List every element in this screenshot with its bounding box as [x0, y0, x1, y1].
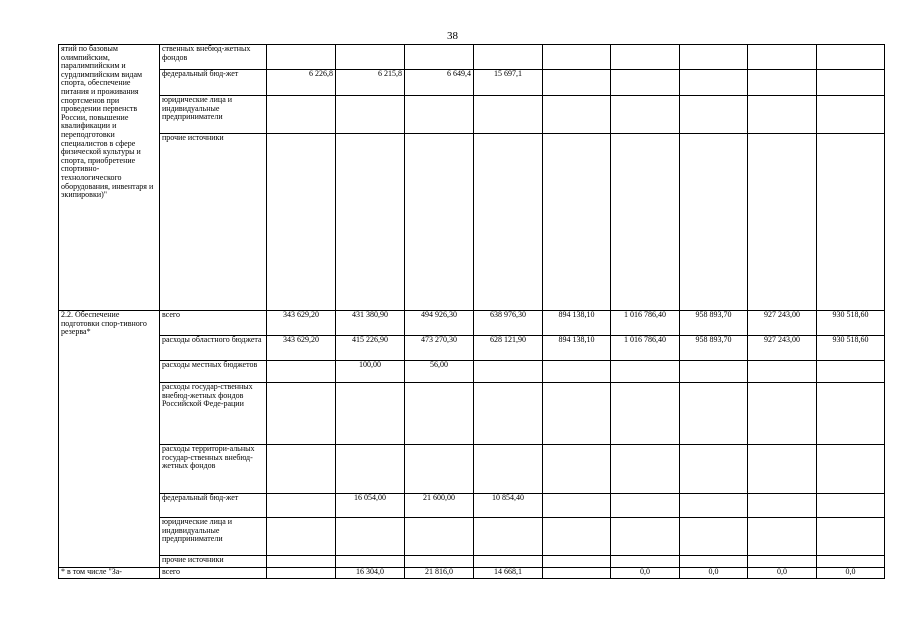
- value-cell: [474, 96, 543, 134]
- value-cell: 16 304,0: [336, 568, 405, 579]
- source-cell: расходы территори-альных государ-ственных внебюд-жетных фондов: [160, 445, 267, 494]
- source-cell: прочие источники: [160, 556, 267, 568]
- value-cell: 1 016 786,40: [611, 311, 680, 336]
- value-cell: [611, 134, 680, 311]
- value-cell: [543, 134, 611, 311]
- value-cell: 415 226,90: [336, 336, 405, 361]
- table-row: [59, 556, 885, 568]
- value-cell: [336, 96, 405, 134]
- value-cell: [336, 134, 405, 311]
- value-cell: [336, 518, 405, 556]
- value-cell: 1 016 786,40: [611, 336, 680, 361]
- value-cell: 930 518,60: [817, 336, 885, 361]
- value-cell: [680, 383, 748, 445]
- value-cell: 628 121,90: [474, 336, 543, 361]
- value-cell: [680, 96, 748, 134]
- table-row: [59, 96, 885, 134]
- value-cell: [405, 518, 474, 556]
- value-cell: [543, 361, 611, 383]
- value-cell: [543, 96, 611, 134]
- value-cell: [543, 70, 611, 96]
- value-cell: 21 816,0: [405, 568, 474, 579]
- value-cell: 0,0: [817, 568, 885, 579]
- source-cell: расходы областного бюджета: [160, 336, 267, 361]
- source-cell: расходы государ-ственных внебюд-жетных фондов Российской Феде-рации: [160, 383, 267, 445]
- value-cell: [748, 70, 817, 96]
- value-cell: [543, 518, 611, 556]
- value-cell: 894 138,10: [543, 336, 611, 361]
- table-row: [59, 336, 885, 361]
- table-row: [59, 134, 885, 311]
- value-cell: [267, 556, 336, 568]
- value-cell: [817, 445, 885, 494]
- value-cell: [336, 383, 405, 445]
- value-cell: 431 380,90: [336, 311, 405, 336]
- value-cell: 16 054,00: [336, 494, 405, 518]
- value-cell: [543, 556, 611, 568]
- value-cell: 927 243,00: [748, 336, 817, 361]
- value-cell: [267, 494, 336, 518]
- table-row: [59, 361, 885, 383]
- source-cell: всего: [160, 568, 267, 579]
- value-cell: [474, 383, 543, 445]
- source-cell: федеральный бюд-жет: [160, 70, 267, 96]
- value-cell: [817, 134, 885, 311]
- value-cell: [543, 445, 611, 494]
- value-cell: [405, 383, 474, 445]
- value-cell: 343 629,20: [267, 336, 336, 361]
- value-cell: [680, 518, 748, 556]
- value-cell: [817, 556, 885, 568]
- value-cell: 343 629,20: [267, 311, 336, 336]
- value-cell: [680, 70, 748, 96]
- value-cell: [405, 45, 474, 70]
- value-cell: [405, 134, 474, 311]
- budget-table: [58, 44, 885, 579]
- source-cell: расходы местных бюджетов: [160, 361, 267, 383]
- value-cell: [474, 518, 543, 556]
- value-cell: [405, 96, 474, 134]
- source-cell: ственных внебюд-жетных фондов: [160, 45, 267, 70]
- value-cell: 6 215,8: [336, 70, 405, 96]
- value-cell: [748, 96, 817, 134]
- program-name-cell: ятий по базовым олимпийским, паралимпийским и сурдлимпийским видам спорта, обеспечение питания и проживания спортсменов при проведении первенств России, повышение квалификации и переподготовки специалистов в сфере физической культуры и спорта, приобретение спортивно-технологического оборудования, инвентаря и экипировки)": [59, 45, 160, 311]
- source-cell: всего: [160, 311, 267, 336]
- value-cell: [543, 45, 611, 70]
- table-row: [59, 494, 885, 518]
- value-cell: [817, 361, 885, 383]
- value-cell: 638 976,30: [474, 311, 543, 336]
- value-cell: 21 600,00: [405, 494, 474, 518]
- value-cell: 894 138,10: [543, 311, 611, 336]
- value-cell: [611, 518, 680, 556]
- table-row: [59, 445, 885, 494]
- value-cell: [680, 494, 748, 518]
- value-cell: [748, 361, 817, 383]
- value-cell: 927 243,00: [748, 311, 817, 336]
- value-cell: [267, 383, 336, 445]
- value-cell: 56,00: [405, 361, 474, 383]
- value-cell: 6 226,8: [267, 70, 336, 96]
- value-cell: [611, 383, 680, 445]
- value-cell: [611, 70, 680, 96]
- value-cell: [474, 134, 543, 311]
- value-cell: [748, 494, 817, 518]
- value-cell: 0,0: [680, 568, 748, 579]
- value-cell: [267, 518, 336, 556]
- value-cell: [817, 96, 885, 134]
- value-cell: [543, 568, 611, 579]
- table-row: [59, 518, 885, 556]
- program-name-cell: * в том числе "За-: [59, 568, 160, 579]
- value-cell: [680, 361, 748, 383]
- value-cell: [267, 445, 336, 494]
- value-cell: [543, 494, 611, 518]
- program-name-cell: 2.2. Обеспечение подготовки спор-тивного резерва*: [59, 311, 160, 568]
- table-row: [59, 45, 885, 70]
- value-cell: [474, 361, 543, 383]
- value-cell: [611, 96, 680, 134]
- value-cell: [405, 445, 474, 494]
- value-cell: [748, 45, 817, 70]
- source-cell: юридические лица и индивидуальные предприниматели: [160, 96, 267, 134]
- source-cell: прочие источники: [160, 134, 267, 311]
- value-cell: [611, 556, 680, 568]
- value-cell: [817, 494, 885, 518]
- value-cell: [748, 445, 817, 494]
- value-cell: [611, 445, 680, 494]
- value-cell: 100,00: [336, 361, 405, 383]
- value-cell: [336, 556, 405, 568]
- value-cell: 0,0: [748, 568, 817, 579]
- value-cell: [680, 556, 748, 568]
- value-cell: [336, 45, 405, 70]
- value-cell: [474, 445, 543, 494]
- table-row: [59, 383, 885, 445]
- value-cell: [611, 45, 680, 70]
- value-cell: 10 854,40: [474, 494, 543, 518]
- value-cell: [267, 96, 336, 134]
- value-cell: [543, 383, 611, 445]
- value-cell: 473 270,30: [405, 336, 474, 361]
- value-cell: [748, 556, 817, 568]
- table-row: [59, 568, 885, 579]
- value-cell: 494 926,30: [405, 311, 474, 336]
- value-cell: [405, 556, 474, 568]
- page-number: 38: [447, 30, 458, 42]
- value-cell: [611, 361, 680, 383]
- value-cell: [267, 45, 336, 70]
- value-cell: [817, 45, 885, 70]
- value-cell: [267, 134, 336, 311]
- value-cell: [817, 383, 885, 445]
- value-cell: 14 668,1: [474, 568, 543, 579]
- value-cell: [817, 70, 885, 96]
- table-row: [59, 311, 885, 336]
- value-cell: [267, 361, 336, 383]
- value-cell: [336, 445, 405, 494]
- value-cell: [680, 445, 748, 494]
- value-cell: 0,0: [611, 568, 680, 579]
- value-cell: 930 518,60: [817, 311, 885, 336]
- value-cell: 958 893,70: [680, 311, 748, 336]
- value-cell: 15 697,1: [474, 70, 543, 96]
- source-cell: юридические лица и индивидуальные предприниматели: [160, 518, 267, 556]
- table-row: [59, 70, 885, 96]
- value-cell: 958 893,70: [680, 336, 748, 361]
- value-cell: [680, 45, 748, 70]
- value-cell: [474, 556, 543, 568]
- value-cell: [748, 383, 817, 445]
- value-cell: [748, 134, 817, 311]
- value-cell: 6 649,4: [405, 70, 474, 96]
- value-cell: [474, 45, 543, 70]
- value-cell: [680, 134, 748, 311]
- value-cell: [611, 494, 680, 518]
- value-cell: [748, 518, 817, 556]
- source-cell: федеральный бюд-жет: [160, 494, 267, 518]
- value-cell: [267, 568, 336, 579]
- value-cell: [817, 518, 885, 556]
